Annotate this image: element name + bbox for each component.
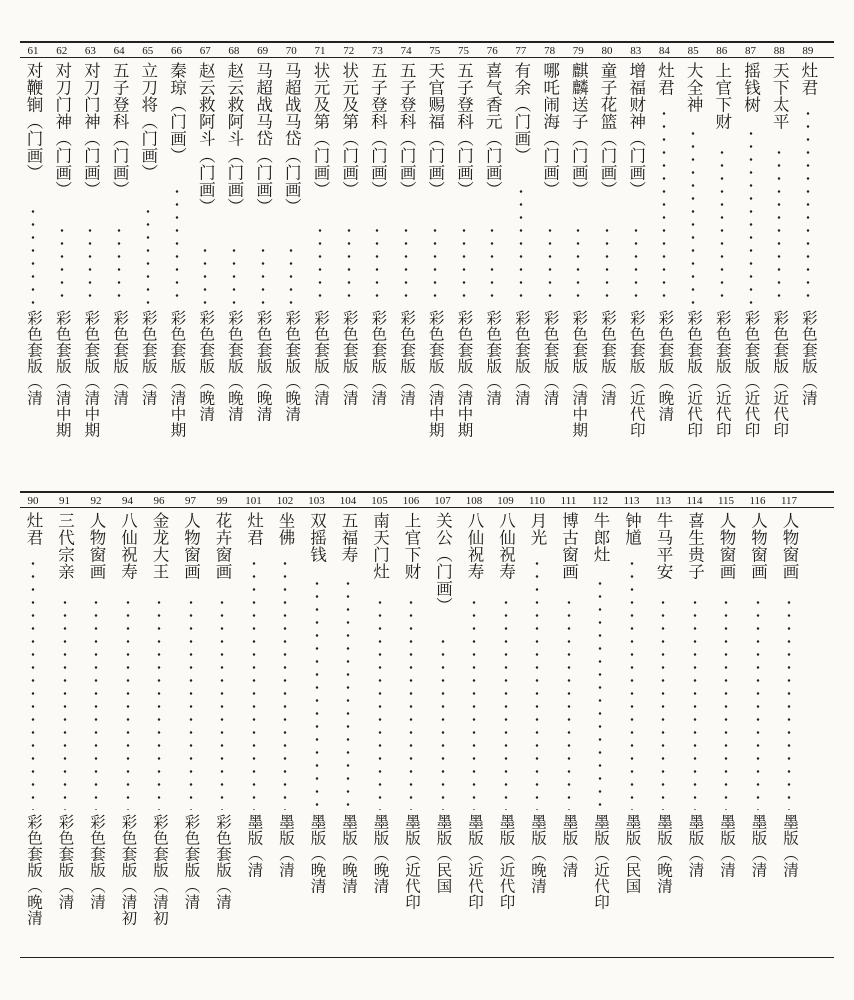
entry-classification: 彩色套版（近代印 — [771, 310, 790, 438]
entry-classification: 彩色套版（清中期 — [455, 310, 474, 438]
entry-classification: 彩色套版（清中期 — [168, 310, 187, 438]
dot-leader — [689, 127, 697, 307]
entry-classification: 墨版（清 — [277, 814, 295, 878]
dot-leader — [345, 224, 353, 306]
entry-title: 牛郎灶 — [591, 512, 610, 563]
dot-leader — [313, 577, 321, 811]
catalog-entry — [738, 44, 764, 490]
catalog-entry — [619, 494, 645, 956]
catalog-entry — [537, 44, 563, 490]
catalog-entry — [623, 44, 649, 490]
entry-number: 79 — [572, 45, 584, 57]
catalog-entry — [83, 494, 109, 956]
catalog-entry — [77, 44, 103, 490]
catalog-entry — [146, 494, 172, 956]
catalog-entry — [307, 44, 333, 490]
dot-leader — [659, 596, 667, 810]
catalog-entry — [565, 44, 591, 490]
dot-leader — [628, 557, 636, 810]
entry-classification: 彩色套版（清中期 — [570, 310, 589, 438]
entry-number: 101 — [245, 495, 262, 507]
entry-number: 88 — [773, 45, 785, 57]
entry-title: 上官下财 — [402, 512, 421, 580]
entry-classification: 墨版（晚清 — [308, 814, 327, 894]
catalog-entry — [20, 44, 46, 490]
catalog-entry — [364, 44, 390, 490]
catalog-entry — [20, 494, 46, 956]
entry-classification: 墨版（晚清 — [340, 814, 358, 894]
catalog-entry — [106, 44, 132, 490]
entry-title: 人物窗画 — [181, 512, 201, 580]
entry-number: 97 — [185, 495, 196, 507]
entry-classification: 彩色套版（清 — [139, 310, 158, 406]
dot-leader — [344, 577, 352, 811]
dot-leader — [660, 107, 668, 306]
dot-leader — [722, 596, 730, 810]
entry-title: 五子登科（门画） — [110, 62, 130, 198]
catalog-entry — [241, 494, 267, 956]
entry-number: 65 — [142, 45, 154, 57]
entry-classification: 墨版（清 — [718, 814, 736, 878]
entry-number: 109 — [497, 495, 514, 507]
entry-title: 南天门灶 — [370, 512, 390, 580]
top-border-rule — [20, 41, 834, 43]
entry-title: 赵云救阿斗（门画） — [196, 62, 216, 215]
dot-leader — [574, 224, 582, 306]
entry-number: 108 — [465, 495, 483, 507]
entry-title: 增福财神（门画） — [626, 62, 646, 198]
entry-classification: 彩色套版（清中期 — [82, 310, 101, 438]
entry-number: 78 — [544, 45, 556, 57]
entry-number: 75 — [458, 45, 469, 57]
entry-classification: 彩色套版（晚清 — [283, 310, 302, 422]
dot-leader — [775, 146, 783, 306]
entry-classification: 彩色套版（清 — [56, 814, 75, 910]
catalog-entry — [795, 44, 821, 490]
entry-title: 喜气香元（门画） — [483, 62, 503, 198]
entry-classification: 墨版（民国 — [623, 814, 642, 894]
dot-leader — [691, 596, 699, 810]
entry-number: 106 — [402, 495, 420, 507]
entry-title: 对刀门神（门画） — [81, 62, 101, 198]
catalog-entry — [766, 44, 792, 490]
dot-leader — [29, 557, 37, 810]
entry-classification: 彩色套版（清 — [599, 310, 617, 406]
entry-classification: 墨版（晚清 — [655, 814, 673, 894]
entry-classification: 彩色套版（清初 — [119, 814, 138, 926]
bottom-border-rule — [20, 957, 834, 958]
catalog-entry — [508, 44, 534, 490]
entry-number: 72 — [343, 45, 355, 57]
entry-title: 喜生贵子 — [685, 512, 705, 580]
entry-title: 童子花篮（门画） — [598, 62, 617, 198]
entry-number: 87 — [745, 45, 756, 57]
catalog-entry — [398, 494, 424, 956]
dot-leader — [439, 635, 447, 810]
entry-number: 115 — [717, 495, 735, 507]
entry-title: 状元及第（门画） — [339, 62, 359, 198]
entry-number: 73 — [371, 45, 383, 57]
entry-classification: 墨版（清 — [781, 814, 799, 878]
dot-leader — [58, 224, 66, 306]
entry-classification: 彩色套版（近代印 — [685, 310, 704, 438]
entry-classification: 墨版（清 — [749, 814, 768, 878]
entry-number: 74 — [400, 45, 412, 57]
entry-number: 83 — [630, 45, 642, 57]
entry-number: 113 — [654, 495, 672, 507]
entry-classification: 彩色套版（清中期 — [426, 310, 445, 438]
entry-number: 112 — [591, 495, 609, 507]
dot-leader — [173, 185, 181, 306]
catalog-entry — [52, 494, 78, 956]
entry-number: 86 — [716, 45, 728, 57]
dot-leader — [144, 205, 152, 307]
entry-number: 61 — [27, 45, 39, 57]
entry-number: 64 — [113, 45, 125, 57]
entry-number: 104 — [339, 495, 357, 507]
entry-title: 天下太平 — [770, 62, 790, 130]
top-catalog-section — [20, 44, 824, 490]
catalog-entry — [335, 494, 361, 956]
entry-classification: 彩色套版（清中期 — [53, 310, 72, 438]
middle-border-rule — [20, 491, 834, 493]
dot-leader — [407, 596, 415, 810]
entry-classification: 彩色套版（近代印 — [713, 310, 732, 438]
catalog-entry — [209, 494, 235, 956]
entry-title: 人物窗画 — [717, 512, 736, 580]
dot-leader — [502, 596, 510, 810]
entry-number: 94 — [122, 495, 133, 507]
entry-title: 五福寿 — [339, 512, 358, 563]
catalog-entry — [650, 494, 676, 956]
entry-number: 89 — [802, 45, 814, 57]
entry-number: 63 — [84, 45, 96, 57]
catalog-entry — [451, 44, 477, 490]
entry-number: 80 — [601, 45, 613, 57]
entry-classification: 彩色套版（晚清 — [25, 814, 43, 926]
dot-leader — [565, 596, 573, 810]
entry-classification: 墨版（近代印 — [466, 814, 484, 910]
entry-classification: 彩色套版（晚清 — [225, 310, 244, 422]
dot-leader — [86, 224, 94, 306]
catalog-entry — [278, 44, 304, 490]
entry-title: 上官下财 — [712, 62, 732, 130]
entry-number: 77 — [515, 45, 527, 57]
entry-number: 66 — [171, 45, 182, 57]
entry-title: 大全神 — [684, 62, 704, 113]
dot-leader — [785, 596, 793, 810]
entry-number: 114 — [686, 495, 703, 507]
dot-leader — [488, 224, 496, 306]
entry-title: 人物窗画 — [748, 512, 768, 580]
catalog-entry — [115, 494, 141, 956]
entry-classification: 墨版（近代印 — [497, 814, 516, 910]
entry-title: 五子登科（门画） — [368, 62, 388, 198]
entry-number: 68 — [228, 45, 240, 57]
catalog-entry — [221, 44, 247, 490]
entry-number: 62 — [56, 45, 68, 57]
entry-number: 107 — [434, 495, 451, 507]
entry-classification: 彩色套版（清 — [214, 814, 232, 910]
entry-classification: 彩色套版（清 — [799, 310, 818, 406]
entry-number: 102 — [276, 495, 294, 507]
catalog-entry — [164, 44, 190, 490]
dot-leader — [596, 577, 604, 811]
entry-number: 67 — [199, 45, 211, 57]
bottom-catalog-section — [20, 494, 824, 956]
catalog-entry — [524, 494, 550, 956]
entry-title: 秦琼（门画） — [167, 62, 187, 164]
entry-number: 103 — [308, 495, 325, 507]
entry-classification: 彩色套版（清 — [340, 310, 359, 406]
entry-title: 八仙祝寿 — [118, 512, 138, 580]
entry-title: 状元及第（门画） — [311, 62, 330, 198]
catalog-entry — [682, 494, 708, 956]
catalog-entry — [745, 494, 771, 956]
entry-title: 坐佛 — [276, 512, 295, 546]
entry-title: 双摇钱 — [307, 512, 327, 563]
entry-classification: 彩色套版（清 — [484, 310, 503, 406]
entry-classification: 彩色套版（清 — [512, 310, 531, 406]
dot-leader — [201, 244, 209, 307]
entry-classification: 彩色套版（清 — [182, 814, 201, 910]
entry-number: 75 — [429, 45, 441, 57]
dot-leader — [230, 244, 238, 307]
catalog-entry — [192, 44, 218, 490]
entry-number: 110 — [528, 495, 546, 507]
entry-title: 灶君 — [798, 62, 818, 96]
entry-classification: 墨版（清 — [560, 814, 579, 878]
dot-leader — [754, 596, 762, 810]
entry-number: 117 — [780, 495, 798, 507]
catalog-entry — [556, 494, 582, 956]
dot-leader — [92, 596, 100, 810]
dot-leader — [29, 205, 37, 307]
catalog-entry — [430, 494, 456, 956]
entry-title: 对鞭锏（门画） — [24, 62, 43, 181]
dot-leader — [517, 185, 525, 306]
entry-classification: 彩色套版（清 — [88, 814, 106, 910]
catalog-entry — [776, 494, 802, 956]
entry-classification: 彩色套版（晚清 — [254, 310, 273, 422]
entry-title: 有余（门画） — [511, 62, 531, 164]
dot-leader — [115, 224, 123, 306]
catalog-entry — [304, 494, 330, 956]
catalog-entry — [709, 44, 735, 490]
dot-leader — [287, 244, 295, 307]
entry-title: 月光 — [528, 512, 547, 546]
catalog-entry — [479, 44, 505, 490]
dot-leader — [533, 557, 541, 810]
entry-title: 八仙祝寿 — [465, 512, 484, 580]
catalog-entry — [713, 494, 739, 956]
dot-leader — [431, 224, 439, 306]
dot-leader — [187, 596, 195, 810]
catalog-entry — [461, 494, 487, 956]
entry-number: 111 — [560, 495, 577, 507]
entry-classification: 墨版（清 — [245, 814, 264, 878]
dot-leader — [155, 596, 163, 810]
entry-title: 马超战马岱（门画） — [282, 62, 302, 215]
entry-title: 哪吒闹海（门画） — [540, 62, 560, 198]
entry-title: 五子登科（门画） — [454, 62, 474, 198]
entry-title: 博古窗画 — [559, 512, 579, 580]
catalog-entry — [336, 44, 362, 490]
catalog-entry — [493, 494, 519, 956]
entry-title: 马超战马岱（门画） — [253, 62, 273, 215]
entry-classification: 墨版（近代印 — [403, 814, 421, 910]
entry-classification: 彩色套版（近代印 — [742, 310, 761, 438]
entry-classification: 墨版（晚清 — [371, 814, 390, 894]
dot-leader — [470, 596, 478, 810]
entry-classification: 彩色套版（清 — [111, 310, 130, 406]
entry-number: 90 — [27, 495, 39, 507]
entry-title: 麒麟送子（门画） — [569, 62, 589, 198]
entry-title: 对刀门神（门画） — [52, 62, 72, 198]
entry-number: 85 — [687, 45, 699, 57]
dot-leader — [460, 224, 468, 306]
dot-leader — [376, 596, 384, 810]
entry-number: 91 — [59, 495, 70, 507]
entry-title: 灶君 — [24, 512, 43, 546]
dot-leader — [316, 224, 324, 306]
entry-title: 牛马平安 — [654, 512, 673, 580]
entry-classification: 墨版（清 — [686, 814, 705, 878]
dot-leader — [250, 557, 258, 810]
entry-classification: 墨版（晚清 — [529, 814, 547, 894]
entry-title: 八仙祝寿 — [496, 512, 516, 580]
entry-classification: 彩色套版（清初 — [151, 814, 169, 926]
entry-title: 金龙大王 — [150, 512, 169, 580]
entry-number: 113 — [623, 495, 640, 507]
entry-number: 70 — [285, 45, 297, 57]
entry-classification: 彩色套版（近代印 — [627, 310, 646, 438]
entry-number: 99 — [216, 495, 228, 507]
dot-leader — [718, 146, 726, 306]
dot-leader — [373, 224, 381, 306]
entry-title: 灶君 — [655, 62, 675, 96]
dot-leader — [61, 596, 69, 810]
catalog-entry — [393, 44, 419, 490]
entry-title: 灶君 — [244, 512, 264, 546]
dot-leader — [603, 224, 611, 306]
entry-title: 天官赐福（门画） — [425, 62, 445, 198]
entry-title: 花卉窗画 — [213, 512, 232, 580]
entry-classification: 墨版（近代印 — [592, 814, 610, 910]
entry-classification: 墨版（民国 — [434, 814, 453, 894]
catalog-entry — [178, 494, 204, 956]
entry-title: 人物窗画 — [87, 512, 106, 580]
catalog-entry — [587, 494, 613, 956]
entry-number: 116 — [749, 495, 766, 507]
dot-leader — [546, 224, 554, 306]
entry-title: 摇钱树 — [741, 62, 761, 113]
entry-classification: 彩色套版（清 — [25, 310, 43, 406]
entry-number: 84 — [658, 45, 670, 57]
entry-title: 钟馗 — [622, 512, 642, 546]
entry-title: 人物窗画 — [780, 512, 799, 580]
catalog-entry — [367, 494, 393, 956]
entry-classification: 彩色套版（清 — [541, 310, 560, 406]
entry-number: 105 — [371, 495, 388, 507]
dot-leader — [259, 244, 267, 307]
catalog-entry — [651, 44, 677, 490]
dot-leader — [281, 557, 289, 810]
entry-number: 92 — [90, 495, 102, 507]
entry-number: 96 — [153, 495, 165, 507]
entry-title: 关公（门画） — [433, 512, 453, 614]
catalog-entry — [422, 44, 448, 490]
dot-leader — [402, 224, 410, 306]
catalog-entry — [594, 44, 620, 490]
entry-number: 69 — [257, 45, 269, 57]
catalog-entry — [680, 44, 706, 490]
catalog-entry — [250, 44, 276, 490]
entry-classification: 彩色套版（清 — [312, 310, 330, 406]
entry-title: 五子登科（门画） — [397, 62, 417, 198]
entry-classification: 彩色套版（晚清 — [656, 310, 675, 422]
catalog-entry — [49, 44, 75, 490]
dot-leader — [218, 596, 226, 810]
entry-classification: 彩色套版（晚清 — [197, 310, 216, 422]
entry-classification: 彩色套版（清 — [369, 310, 388, 406]
catalog-entry — [272, 494, 298, 956]
entry-classification: 彩色套版（清 — [398, 310, 417, 406]
dot-leader — [632, 224, 640, 306]
entry-title: 三代宗亲 — [55, 512, 75, 580]
entry-title: 赵云救阿斗（门画） — [224, 62, 244, 215]
dot-leader — [747, 127, 755, 307]
catalog-entry — [135, 44, 161, 490]
dot-leader — [804, 107, 812, 306]
entry-number: 71 — [314, 45, 326, 57]
dot-leader — [124, 596, 132, 810]
entry-number: 76 — [486, 45, 498, 57]
entry-title: 立刀将（门画） — [138, 62, 158, 181]
